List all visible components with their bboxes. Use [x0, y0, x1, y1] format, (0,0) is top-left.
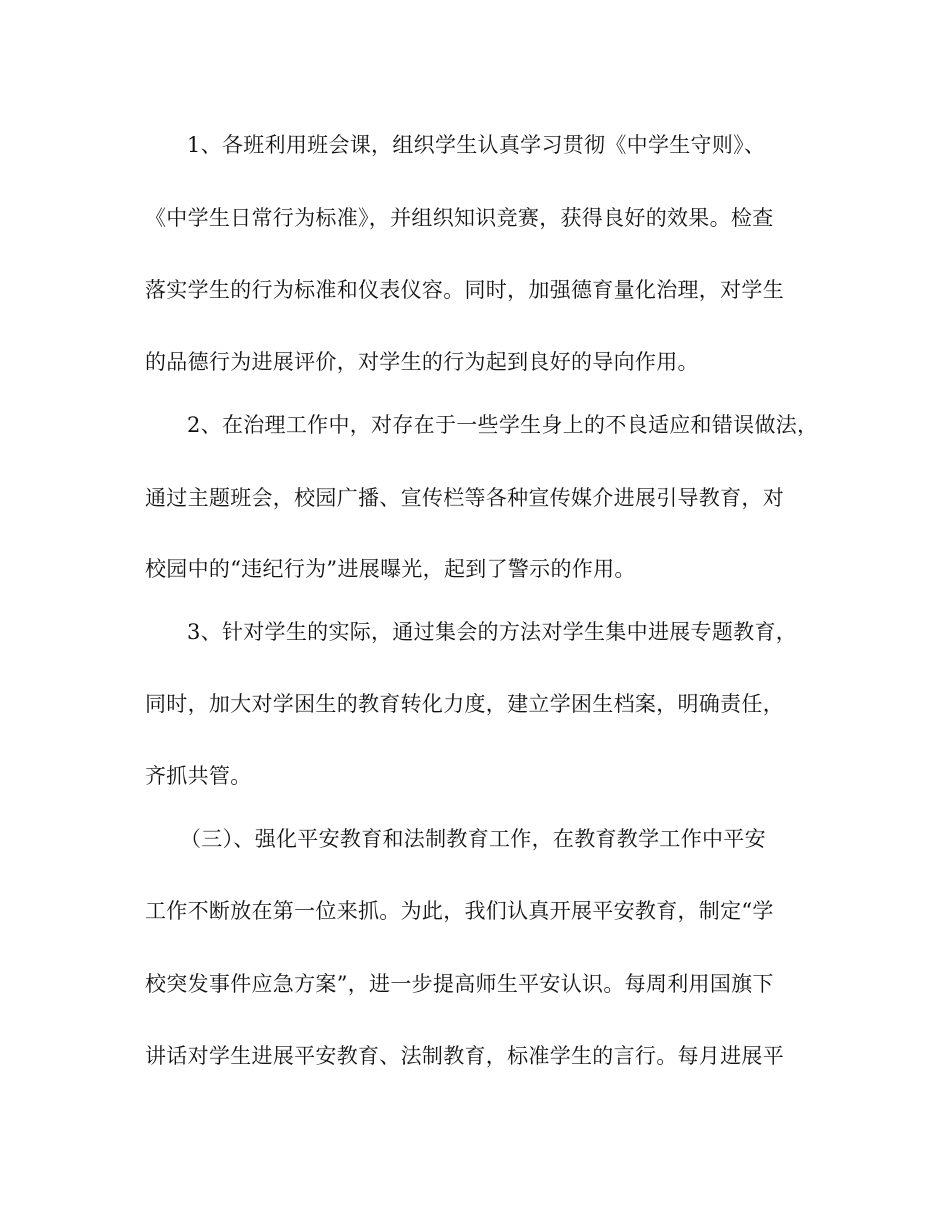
paragraph-1-line-4: 的品德行为进展评价，对学生的行为起到良好的导向作用。 — [145, 350, 699, 374]
paragraph-4-line-1: （三）、强化平安教育和法制教育工作，在教育教学工作中平安 — [180, 827, 766, 851]
paragraph-3-line-2: 同时，加大对学困生的教育转化力度，建立学困生档案，明确责任， — [145, 692, 784, 716]
paragraph-4-line-2: 工作不断放在第一位来抓。为此，我们认真开展平安教育，制定“学 — [145, 899, 774, 923]
paragraph-3-line-3: 齐抓共管。 — [145, 764, 252, 788]
paragraph-1-line-2: 《中学生日常行为标准》，并组织知识竞赛，获得良好的效果。检查 — [145, 206, 774, 230]
paragraph-2-line-1: 2、在治理工作中，对存在于一些学生身上的不良适应和错误做法， — [187, 413, 819, 437]
paragraph-2-line-2: 通过主题班会，校园广播、宣传栏等各种宣传媒介进展引导教育，对 — [145, 486, 784, 510]
paragraph-3-line-1: 3、针对学生的实际，通过集会的方法对学生集中进展专题教育， — [187, 620, 798, 644]
paragraph-1-line-1: 1、各班利用班会课，组织学生认真学习贯彻《中学生守则》、 — [187, 133, 766, 157]
paragraph-1-line-3: 落实学生的行为标准和仪表仪容。同时，加强德育量化治理，对学生 — [145, 278, 784, 302]
paragraph-4-line-3: 校突发事件应急方案”，进一步提高师生平安认识。每周利用国旗下 — [145, 972, 774, 996]
paragraph-4-line-4: 讲话对学生进展平安教育、法制教育，标准学生的言行。每月进展平 — [145, 1044, 784, 1068]
paragraph-2-line-3: 校园中的“违纪行为”进展曝光，起到了警示的作用。 — [145, 557, 636, 581]
